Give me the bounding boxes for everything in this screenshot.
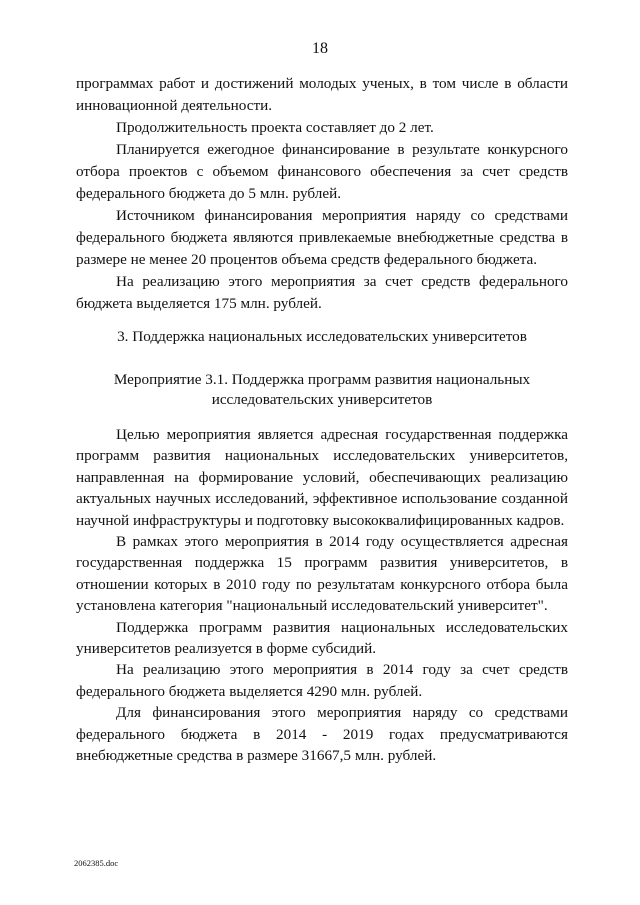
paragraph-continuation: программах работ и достижений молодых ученых, в том числе в области инновационной деятельности.: [76, 75, 568, 114]
footer-filename: 2062385.doc: [74, 858, 119, 868]
paragraph-goal: Целью мероприятия является адресная государственная поддержка программ развития национальных исследовательских университетов, направленная на формирование условий, обеспечивающих реализацию актуальных научных исследований, эффективное использование созданной научной инфраструктуры и подготовку высококвалифицированных кадров.: [76, 426, 568, 529]
measure-heading-line-1: Мероприятие 3.1. Поддержка программ развития национальных: [113, 371, 531, 388]
paragraph-funding-source: Источником финансирования мероприятия наряду со средствами федерального бюджета являются привлекаемые внебюджетные средства в размере не менее 20 процентов объема средств федерального бюджета.: [76, 207, 568, 268]
paragraph-annual-funding: Планируется ежегодное финансирование в результате конкурсного отбора проектов с объемом финансового обеспечения за счет средств федерального бюджета до 5 млн. рублей.: [76, 141, 568, 202]
intro-text: [76, 73, 568, 315]
paragraph-subsidies: Поддержка программ развития национальных исследовательских университетов реализуется в форме субсидий.: [76, 618, 568, 658]
measure-text: [76, 424, 568, 767]
paragraph-extrabudgetary: Для финансирования этого мероприятия наряду со средствами федерального бюджета в 2014 - 2019 годах предусматриваются внебюджетные средства в размере 31667,5 млн. рублей.: [76, 704, 568, 765]
page-number: 18: [312, 40, 328, 57]
section-heading: 3. Поддержка национальных исследовательских университетов: [117, 328, 527, 345]
measure-heading: [76, 370, 568, 410]
paragraph-budget-2014: На реализацию этого мероприятия в 2014 году за счет средств федерального бюджета выделяется 4290 млн. рублей.: [76, 661, 568, 700]
paragraph-allocation: На реализацию этого мероприятия за счет средств федерального бюджета выделяется 175 млн. рублей.: [76, 273, 568, 312]
measure-heading-line-2: исследовательских университетов: [211, 391, 433, 408]
paragraph-project-duration: Продолжительность проекта составляет до 2 лет.: [116, 119, 434, 136]
paragraph-support-2014: В рамках этого мероприятия в 2014 году осуществляется адресная государственная поддержка 15 программ развития университетов, в отношении которых в 2010 году по результатам конкурсного отбора была установлена категория "национальный исследовательский университет".: [76, 533, 568, 615]
